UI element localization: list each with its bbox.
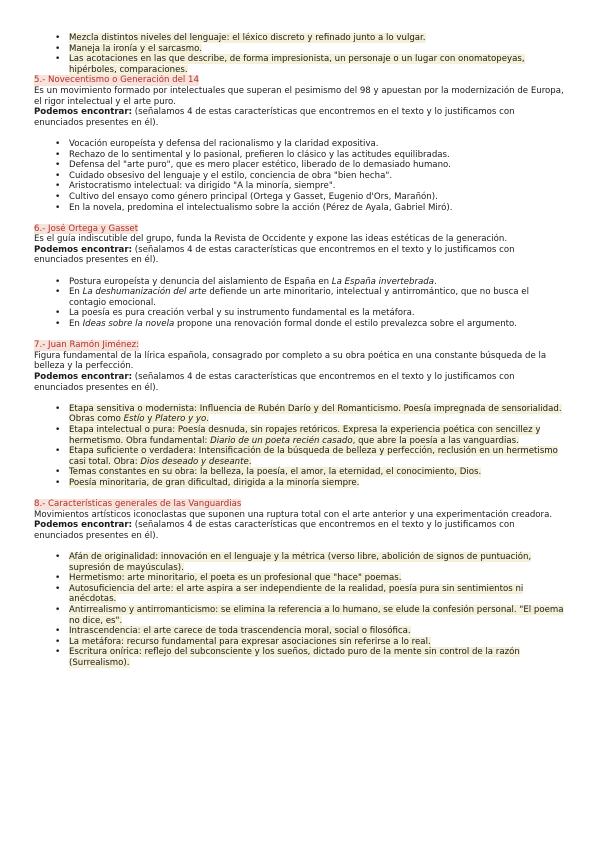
list-item: • La poesía es pura creación verbal y su instrumento fundamental es la metáfora.: [34, 308, 566, 319]
feature-list: [34, 139, 566, 213]
feature-list: [34, 552, 566, 669]
section-title: 8.- Características generales de las Vanguardias: [34, 499, 242, 510]
list-item: • Afán de originalidad: innovación en el lenguaje y la métrica (verso libre, abolición de signos de puntuación, supresión de mayúsculas).: [34, 552, 566, 573]
instruction: Podemos encontrar: (señalamos 4 de estas características que encontremos en el texto y lo justificamos con enunciados presentes en él).: [34, 372, 515, 393]
list-item: • Las acotaciones en las que describe, de forma impresionista, un personaje o un lugar con onomatopeyas, hipérboles, comparaciones.: [34, 54, 566, 75]
section-juan-ramon: [34, 340, 566, 488]
list-item: • Temas constantes en su obra: la belleza, la poesía, el amor, la eternidad, el conocimiento, Dios.: [34, 467, 566, 478]
list-item: • Intrascendencia: el arte carece de toda trascendencia moral, social o filosófica.: [34, 626, 566, 637]
list-item: • Defensa del "arte puro", que es mero placer estético, liberado de lo demasiado humano.: [34, 160, 566, 171]
list-item: • Postura europeísta y denuncia del aislamiento de España en La España invertebrada.: [34, 277, 566, 288]
section-title: 6.- José Ortega y Gasset: [34, 223, 139, 234]
section-description: Movimientos artísticos iconoclastas que suponen una ruptura total con el arte anterior y una experimentación creadora.: [34, 509, 553, 520]
list-item: • Hermetismo: arte minoritario, el poeta es un profesional que "hace" poemas.: [34, 573, 566, 584]
section-description: Es el guía indiscutible del grupo, funda la Revista de Occidente y expone las ideas estéticas de la generación.: [34, 234, 508, 245]
list-item: • Cultivo del ensayo como género principal (Ortega y Gasset, Eugenio d'Ors, Marañón).: [34, 192, 566, 203]
document-page: [34, 33, 566, 669]
list-item: • En la novela, predomina el intelectualismo sobre la acción (Pérez de Ayala, Gabriel Miró).: [34, 203, 566, 214]
section-title: 5.- Novecentismo o Generación del 14: [34, 75, 199, 86]
list-item: • Mezcla distintos niveles del lenguaje: el léxico discreto y refinado junto a lo vulgar.: [34, 33, 566, 44]
list-item: • Etapa intelectual o pura: Poesía desnuda, sin ropajes retóricos. Expresa la experiencia poética con sencillez y hermetismo. Obra fundamental: Diario de un poeta recién casado, que abre la poesía a las vanguardias.: [34, 425, 566, 446]
list-item: • Maneja la ironía y el sarcasmo.: [34, 44, 566, 55]
section-novecentismo: [34, 75, 566, 213]
feature-list: [34, 404, 566, 489]
instruction: Podemos encontrar: (señalamos 4 de estas características que encontremos en el texto y lo justificamos con enunciados presentes en él).: [34, 107, 515, 128]
list-item: • Autosuficiencia del arte: el arte aspira a ser independiente de la realidad, poesía pura sin sentimientos ni anécdotas.: [34, 584, 566, 605]
instruction: Podemos encontrar: (señalamos 4 de estas características que encontremos en el texto y lo justificamos con enunciados presentes en él).: [34, 520, 515, 541]
list-item: • Vocación europeísta y defensa del racionalismo y la claridad expositiva.: [34, 139, 566, 150]
list-item: • Cuidado obsesivo del lenguaje y el estilo, conciencia de obra "bien hecha".: [34, 171, 566, 182]
list-item: • Rechazo de lo sentimental y lo pasional, prefieren lo clásico y las actitudes equilibradas.: [34, 150, 566, 161]
list-item: • Etapa suficiente o verdadera: Intensificación de la búsqueda de belleza y perfección, reclusión en un hermetismo casi total. Obra: Dios deseado y deseante.: [34, 446, 566, 467]
section-vanguardias: [34, 499, 566, 669]
list-item: • Etapa sensitiva o modernista: Influencia de Rubén Darío y del Romanticismo. Poesía impregnada de sensorialidad. Obras como Estío y Platero y yo.: [34, 404, 566, 425]
instruction: Podemos encontrar: (señalamos 4 de estas características que encontremos en el texto y lo justificamos con enunciados presentes en él).: [34, 244, 515, 266]
intro-list: [34, 33, 566, 75]
list-item: • En Ideas sobre la novela propone una renovación formal donde el estilo prevalezca sobre el argumento.: [34, 319, 566, 330]
section-title: 7.- Juan Ramón Jiménez:: [34, 340, 140, 351]
list-item: • Poesía minoritaria, de gran dificultad, dirigida a la minoría siempre.: [34, 478, 566, 489]
section-ortega: [34, 224, 566, 330]
list-item: • Escritura onírica: reflejo del subconsciente y los sueños, dictado puro de la mente sin control de la razón (Surrealismo).: [34, 647, 566, 668]
list-item: • Antirrealismo y antirromanticismo: se elimina la referencia a lo humano, se elude la confesión personal. "El poema no dice, es".: [34, 605, 566, 626]
list-item: • En La deshumanización del arte defiende un arte minoritario, intelectual y antirromántico, que no busca el contagio emocional.: [34, 287, 566, 308]
section-description: Es un movimiento formado por intelectuales que superan el pesimismo del 98 y apuestan por la modernización de Europa, el rigor intelectual y el arte puro.: [34, 85, 564, 107]
list-item: • Aristocratismo intelectual: va dirigido "A la minoría, siempre".: [34, 181, 566, 192]
section-description: Figura fundamental de la lírica española, consagrado por completo a su obra poética en una constante búsqueda de la belleza y la perfección.: [34, 350, 547, 372]
list-item: • La metáfora: recurso fundamental para expresar asociaciones sin referirse a lo real.: [34, 637, 566, 648]
feature-list: [34, 277, 566, 330]
